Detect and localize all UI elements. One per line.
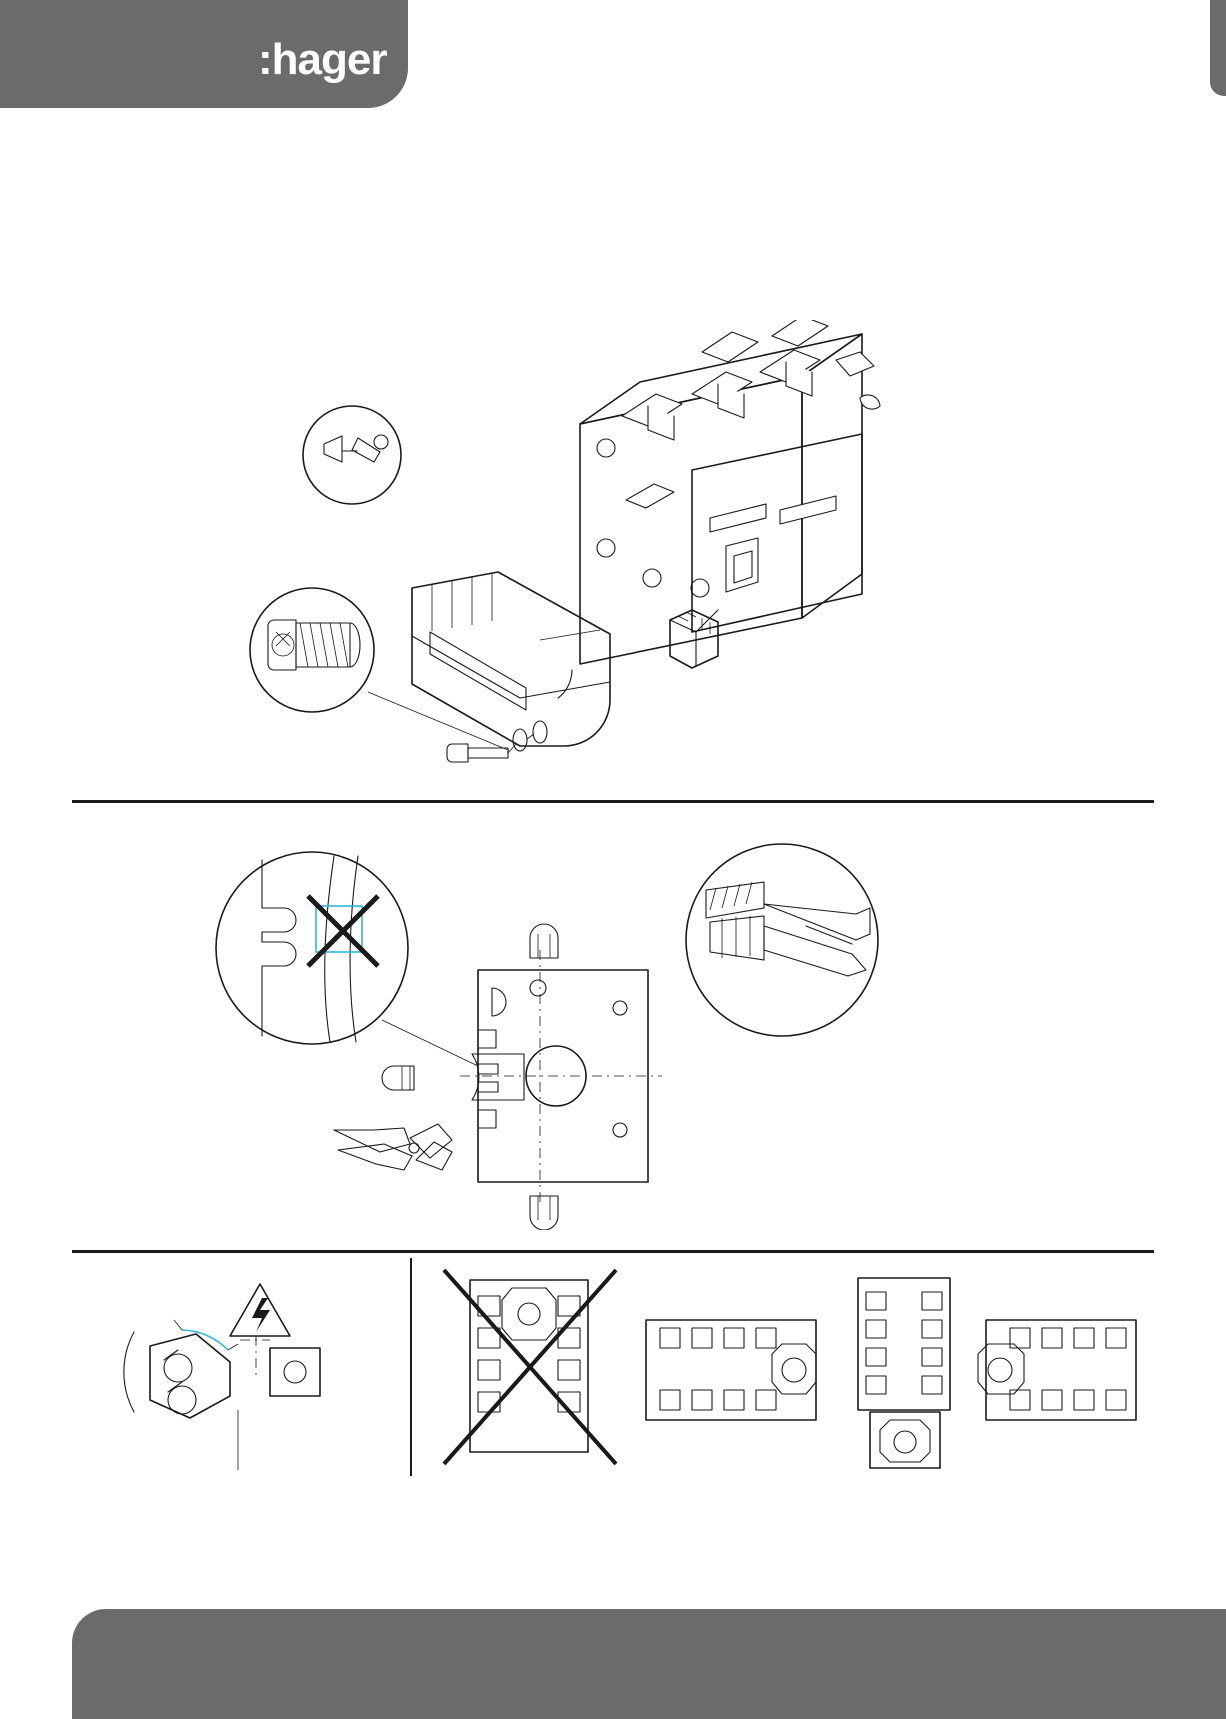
screw-detail-icon (250, 588, 374, 712)
header-bar (0, 0, 408, 108)
section-3-right-figure (430, 1262, 1150, 1477)
shaft-coupler (670, 610, 718, 668)
section-1-figure (240, 320, 980, 780)
shaft-stub-symbol-top (530, 924, 558, 958)
cutting-pliers-icon (334, 1124, 452, 1170)
orientation-option-3 (858, 1278, 950, 1468)
orientation-option-4 (978, 1320, 1136, 1420)
forbidden-cut-detail-icon (216, 852, 408, 1044)
section-3-vertical-divider (410, 1258, 412, 1476)
orientation-option-2 (646, 1320, 816, 1420)
screwdriver-tool-icon (303, 406, 401, 504)
hager-logo: :hager (258, 35, 387, 84)
electrical-hazard-warning-icon (230, 1284, 290, 1336)
section-2-figure (210, 830, 950, 1230)
section-3-left-figure (120, 1280, 380, 1470)
shaft-stub-symbol-bottom (530, 1196, 558, 1230)
section-divider-1 (72, 800, 1154, 803)
switch-disconnector-body (580, 320, 880, 664)
header-right-tab (1210, 0, 1226, 96)
footer-bar (72, 1609, 1226, 1719)
section-divider-2 (72, 1250, 1154, 1253)
shaft-stub-symbol-left (382, 1066, 414, 1090)
screw-and-washer-assembly (447, 721, 547, 762)
door-mounting-plate (460, 950, 662, 1202)
orientation-option-1 (444, 1270, 616, 1464)
shaft-cut-zoom-icon (686, 844, 878, 1036)
